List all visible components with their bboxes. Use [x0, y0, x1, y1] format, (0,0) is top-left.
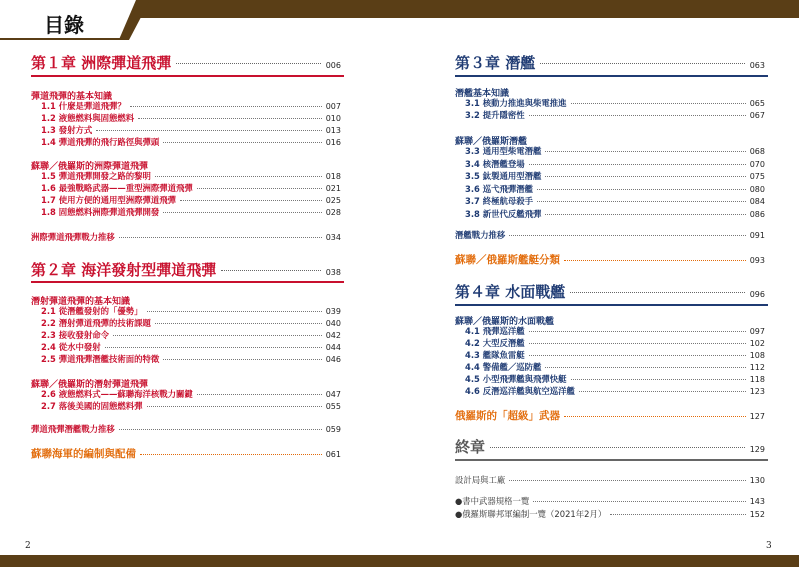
toc-label: 1.5 彈道飛彈開發之路的黎明: [41, 171, 151, 181]
leader-dots: [529, 355, 746, 356]
leader-dots: [533, 501, 745, 502]
toc-label: 2.5 彈道飛彈潛艦技術面的特徵: [41, 354, 160, 364]
toc-label: 4.4 警備艦／巡防艦: [465, 362, 542, 372]
leader-dots: [490, 447, 745, 448]
chapter-2-rule: [31, 281, 344, 283]
toc-row[interactable]: [465, 97, 765, 109]
toc-label: 3.4 核潛艦登場: [465, 158, 525, 169]
leader-dots: [537, 201, 746, 202]
chapter-3-page: 063: [749, 61, 765, 70]
toc-page: 028: [325, 208, 341, 217]
toc-row[interactable]: [41, 317, 341, 329]
toc-page: 047: [325, 390, 341, 399]
toc-row[interactable]: [465, 183, 765, 195]
toc-page: 016: [325, 138, 341, 147]
chapter-1-title: 第１章 洲際彈道飛彈: [31, 54, 172, 72]
leader-dots: [529, 343, 746, 344]
leader-dots: [147, 406, 322, 407]
toc-page: 067: [749, 111, 765, 120]
chapter-4-title: 第４章 水面戰艦: [455, 283, 566, 301]
toc-label: 4.5 小型飛彈艦與飛彈快艇: [465, 374, 567, 384]
section-title: 彈道飛彈的基本知識: [31, 92, 113, 102]
toc-row[interactable]: [41, 194, 341, 206]
toc-row[interactable]: [41, 112, 341, 124]
chapter-4[interactable]: [455, 281, 765, 302]
toc-row[interactable]: [465, 385, 765, 397]
toc-label: 2.7 落後美國的固態燃料彈: [41, 401, 143, 411]
toc-label: 設計局與工廠: [455, 475, 506, 485]
leader-dots: [509, 480, 745, 481]
toc-label: 3.7 終極航母殺手: [465, 196, 534, 206]
section-title: 蘇聯／俄羅斯潛艦: [455, 137, 528, 147]
toc-page: 065: [749, 99, 765, 108]
section-title: 潛射彈道飛彈的基本知識: [31, 297, 131, 307]
toc-label: 俄羅斯的「超級」武器: [455, 410, 560, 422]
toc-row[interactable]: [41, 400, 341, 412]
toc-label: 4.3 艦隊魚雷艇: [465, 350, 525, 360]
toc-page: 025: [325, 196, 341, 205]
toc-page: 152: [749, 510, 765, 519]
toc-page: 143: [749, 497, 765, 506]
toc-label: 2.4 從水中發射: [41, 342, 101, 352]
toc-row[interactable]: [465, 349, 765, 361]
toc-row[interactable]: [465, 109, 765, 121]
toc-label: 彈道飛彈潛艦戰力推移: [31, 424, 115, 434]
toc-label: 4.1 飛彈巡洋艦: [465, 326, 525, 336]
footer-stripe: [0, 555, 799, 567]
chapter-1-rule: [31, 75, 344, 77]
toc-label: 蘇聯／俄羅斯艦艇分類: [455, 254, 560, 266]
page-number-right: 3: [766, 541, 772, 551]
toc-page: 084: [749, 197, 765, 206]
toc-label: 洲際彈道飛彈戰力推移: [31, 232, 115, 242]
toc-label: 潛艦戰力推移: [455, 230, 506, 240]
leader-dots: [163, 359, 321, 360]
toc-label: 1.8 固態燃料洲際彈道飛彈開發: [41, 207, 160, 217]
leader-dots: [155, 176, 322, 177]
toc-page: 055: [325, 402, 341, 411]
toc-row[interactable]: [465, 145, 765, 157]
toc-row[interactable]: [41, 353, 341, 365]
toc-page: 042: [325, 331, 341, 340]
final-chapter-rule: [455, 459, 768, 461]
toc-label: 1.3 發射方式: [41, 125, 93, 135]
toc-label: ●書中武器規格一覽: [455, 496, 530, 506]
toc-page: 044: [325, 343, 341, 352]
leader-dots: [529, 331, 746, 332]
toc-row[interactable]: [465, 195, 765, 207]
leader-dots: [113, 335, 322, 336]
leader-dots: [545, 367, 745, 368]
toc-label: ●俄羅斯聯邦軍編制一覽（2021年2月）: [455, 509, 607, 519]
toc-label: 1.2 液態燃料與固態燃料: [41, 113, 135, 123]
leader-dots: [571, 103, 746, 104]
toc-row[interactable]: [465, 337, 765, 349]
leader-dots: [180, 200, 322, 201]
leader-dots: [571, 379, 746, 380]
toc-label: 3.3 通用型柴電潛艦: [465, 146, 542, 156]
final-chapter[interactable]: [455, 436, 765, 457]
toc-row[interactable]: [465, 325, 765, 337]
leader-dots: [537, 189, 746, 190]
toc-label: 1.7 使用方便的通用型洲際彈道飛彈: [41, 195, 177, 205]
leader-dots: [564, 260, 746, 261]
toc-row[interactable]: [41, 341, 341, 353]
final-chapter-title: 終章: [455, 438, 486, 456]
page-number-left: 2: [25, 541, 31, 551]
toc-row[interactable]: [41, 388, 341, 400]
leader-dots: [140, 454, 322, 455]
toc-page: 118: [749, 375, 765, 384]
toc-row-appendix[interactable]: [455, 495, 765, 507]
toc-label: 3.1 核動力推進與柴電推進: [465, 98, 567, 108]
leader-dots: [163, 142, 321, 143]
leader-dots: [176, 63, 320, 64]
chapter-3-rule: [455, 75, 768, 77]
chapter-1[interactable]: [31, 52, 341, 73]
leader-dots: [509, 235, 745, 236]
leader-dots: [529, 115, 746, 116]
leader-dots: [545, 151, 745, 152]
page-title: 目錄: [44, 13, 84, 37]
toc-row[interactable]: [465, 208, 765, 220]
toc-page: 039: [325, 307, 341, 316]
toc-page: 075: [749, 172, 765, 181]
leader-dots: [155, 323, 322, 324]
leader-dots: [147, 311, 322, 312]
toc-page: 013: [325, 126, 341, 135]
toc-page: 010: [325, 114, 341, 123]
section-title: 蘇聯／俄羅斯的洲際彈道飛彈: [31, 162, 149, 172]
toc-page: 080: [749, 184, 765, 194]
toc-row-design[interactable]: [455, 474, 765, 486]
toc-row-special[interactable]: [455, 408, 765, 423]
toc-label: 2.3 接收發射命令: [41, 330, 110, 340]
toc-row[interactable]: [41, 124, 341, 136]
toc-row-power[interactable]: [455, 229, 765, 241]
toc-label: 3.5 鈦製通用型潛艦: [465, 171, 542, 181]
toc-page: 093: [749, 256, 765, 265]
toc-label: 1.6 最強戰略武器——重型洲際彈道飛彈: [41, 183, 193, 193]
chapter-3[interactable]: [455, 52, 765, 73]
toc-row[interactable]: [41, 305, 341, 317]
chapter-4-rule: [455, 304, 768, 306]
toc-row-appendix[interactable]: [455, 508, 765, 520]
toc-page: 007: [325, 102, 341, 111]
leader-dots: [138, 118, 322, 119]
toc-page: 130: [749, 476, 765, 485]
toc-page: 091: [749, 231, 765, 240]
leader-dots: [197, 188, 322, 189]
leader-dots: [579, 391, 746, 392]
chapter-2-title: 第２章 海洋發射型彈道飛彈: [31, 261, 217, 279]
leader-dots: [105, 347, 322, 348]
leader-dots: [540, 63, 744, 64]
final-chapter-page: 129: [749, 445, 765, 454]
toc-page: 112: [749, 363, 765, 372]
chapter-3-title: 第３章 潛艦: [455, 54, 536, 72]
toc-label: 蘇聯海軍的編制與配備: [31, 448, 136, 460]
toc-page: 127: [749, 412, 765, 421]
toc-page: 097: [749, 327, 765, 336]
toc-page: 068: [749, 147, 765, 156]
toc-row-power[interactable]: [31, 423, 341, 435]
toc-label: 3.8 新世代反艦飛彈: [465, 208, 542, 219]
chapter-4-page: 096: [749, 290, 765, 299]
toc-row[interactable]: [41, 170, 341, 182]
toc-row[interactable]: [465, 158, 765, 170]
toc-label: 1.4 彈道飛彈的飛行路徑與彈頭: [41, 137, 160, 147]
toc-label: 4.6 反潛巡洋艦與航空巡洋艦: [465, 386, 575, 396]
toc-label: 2.2 潛射彈道飛彈的技術課題: [41, 318, 151, 328]
leader-dots: [119, 237, 322, 238]
leader-dots: [163, 212, 321, 213]
toc-page: 086: [749, 209, 765, 219]
toc-page: 061: [325, 450, 341, 459]
toc-page: 108: [749, 351, 765, 360]
leader-dots: [564, 416, 746, 417]
leader-dots: [545, 214, 745, 215]
toc-row[interactable]: [41, 100, 341, 112]
toc-row[interactable]: [41, 329, 341, 341]
toc-page: 059: [325, 425, 341, 434]
toc-page: 046: [325, 355, 341, 364]
toc-page: 040: [325, 319, 341, 328]
chapter-1-page: 006: [325, 61, 341, 70]
leader-dots: [570, 292, 744, 293]
toc-page: 034: [325, 233, 341, 242]
leader-dots: [96, 130, 321, 131]
toc-page: 070: [749, 159, 765, 169]
toc-row[interactable]: [41, 206, 341, 218]
leader-dots: [119, 429, 322, 430]
toc-label: 4.2 大型反潛艦: [465, 338, 525, 348]
toc-label: 3.2 提升隱密性: [465, 110, 525, 120]
toc-row[interactable]: [465, 361, 765, 373]
leader-dots: [545, 176, 745, 177]
chapter-2[interactable]: [31, 259, 341, 280]
toc-label: 2.1 從潛艦發射的「優勢」: [41, 306, 143, 316]
toc-row-special[interactable]: [455, 252, 765, 267]
toc-page: 018: [325, 172, 341, 181]
toc-row-special[interactable]: [31, 446, 341, 461]
toc-page: 123: [749, 387, 765, 396]
toc-page: 021: [325, 184, 341, 193]
toc-row-power[interactable]: [31, 231, 341, 243]
toc-row[interactable]: [41, 182, 341, 194]
section-title: 蘇聯／俄羅斯的潛射彈道飛彈: [31, 380, 149, 390]
section-title: 蘇聯／俄羅斯的水面戰艦: [455, 317, 555, 327]
toc-label: 2.6 液態燃料式——蘇聯海洋核戰力關鍵: [41, 389, 193, 399]
section-title: 潛艦基本知識: [455, 89, 510, 99]
chapter-2-page: 038: [325, 268, 341, 277]
leader-dots: [610, 514, 746, 515]
toc-row[interactable]: [465, 170, 765, 182]
toc-label: 3.6 巡弋飛彈潛艦: [465, 183, 534, 194]
toc-page: 102: [749, 339, 765, 348]
leader-dots: [529, 164, 746, 165]
toc-row[interactable]: [41, 136, 341, 148]
toc-row[interactable]: [465, 373, 765, 385]
toc-label: 1.1 什麼是彈道飛彈？: [41, 101, 126, 111]
leader-dots: [221, 270, 320, 271]
leader-dots: [130, 106, 322, 107]
leader-dots: [197, 394, 322, 395]
